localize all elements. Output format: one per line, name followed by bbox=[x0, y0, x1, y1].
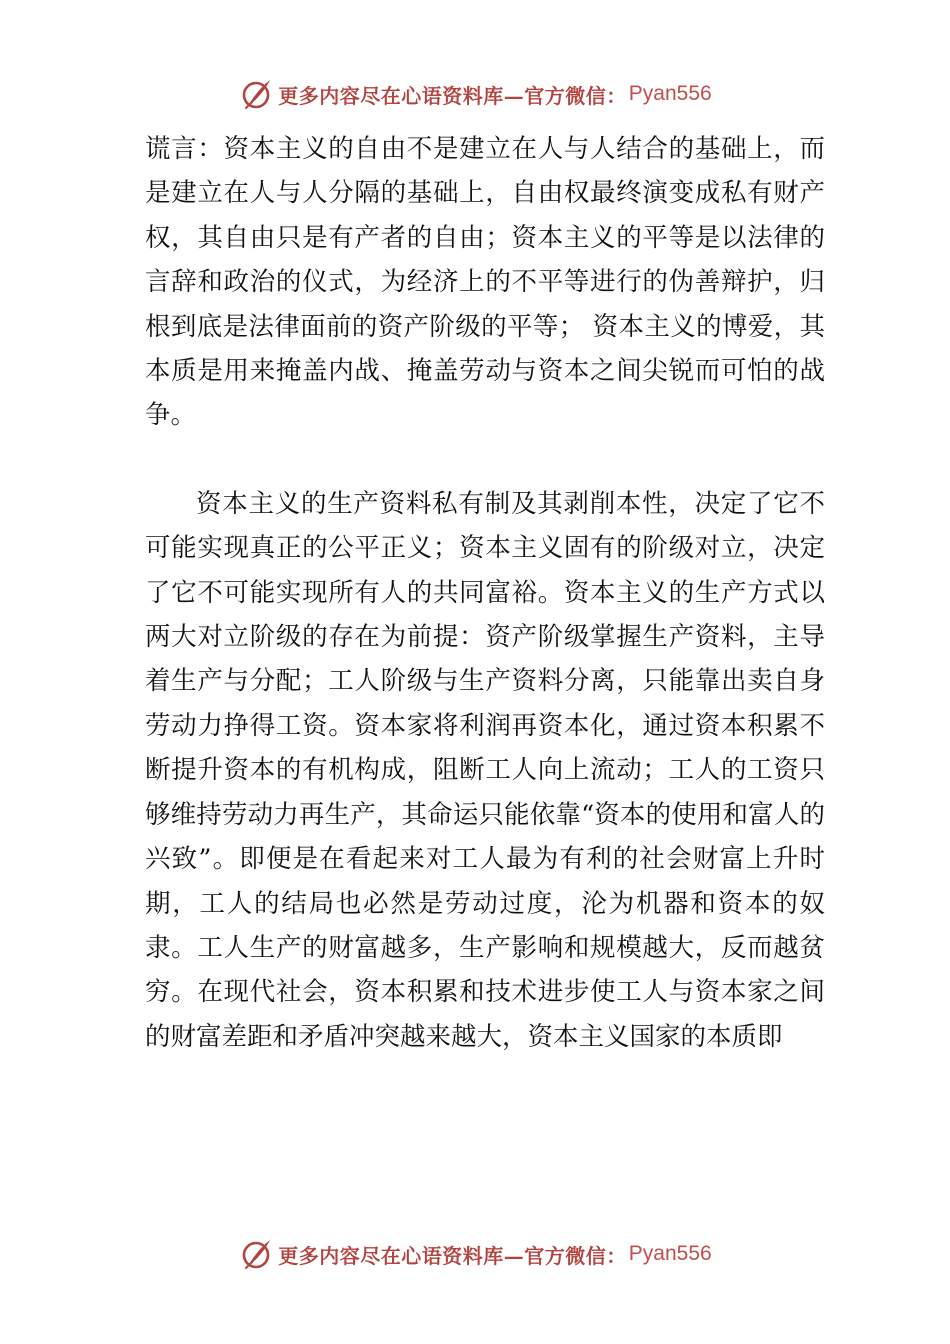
watermark-text: 更多内容尽在心语资料库—官方微信： bbox=[278, 83, 627, 108]
quill-circle-logo-icon bbox=[238, 76, 274, 112]
watermark-wechat-id: Pyan556 bbox=[628, 82, 712, 105]
paragraph-spacer bbox=[145, 438, 825, 482]
paragraph-1: 谎言：资本主义的自由不是建立在人与人结合的基础上，而是建立在人与人分隔的基础上，自由权最终演变成私有财产权，其自由只是有产者的自由；资本主义的平等是以法律的言辞和政治的仪式，为经济上的不平等进行的伪善辩护，归根到底是法律面前的资产阶级的平等； 资本主义的博爱，其本质是用来掩盖内战、掩盖劳动与资本之间尖锐而可怕的战争。 bbox=[145, 134, 825, 431]
quill-circle-logo-icon bbox=[238, 1236, 274, 1272]
watermark-text: 更多内容尽在心语资料库—官方微信： bbox=[278, 1243, 627, 1268]
watermark-wechat-id: Pyan556 bbox=[628, 1242, 712, 1265]
footer-watermark bbox=[0, 1234, 950, 1274]
document-body bbox=[145, 127, 825, 1059]
header-watermark bbox=[0, 74, 950, 114]
paragraph-2: 资本主义的生产资料私有制及其剥削本性，决定了它不可能实现真正的公平正义；资本主义固有的阶级对立，决定了它不可能实现所有人的共同富裕。资本主义的生产方式以两大对立阶级的存在为前提：资产阶级掌握生产资料，主导着生产与分配；工人阶级与生产资料分离，只能靠出卖自身劳动力挣得工资。资本家将利润再资本化，通过资本积累不断提升资本的有机构成，阻断工人向上流动；工人的工资只够维持劳动力再生产，其命运只能依靠“资本的使用和富人的兴致”。即便是在看起来对工人最为有利的社会财富上升时期，工人的结局也必然是劳动过度，沦为机器和资本的奴隶。工人生产的财富越多，生产影响和规模越大，反而越贫穷。在现代社会，资本积累和技术进步使工人与资本家之间的财富差距和矛盾冲突越来越大，资本主义国家的本质即 bbox=[145, 488, 825, 1052]
